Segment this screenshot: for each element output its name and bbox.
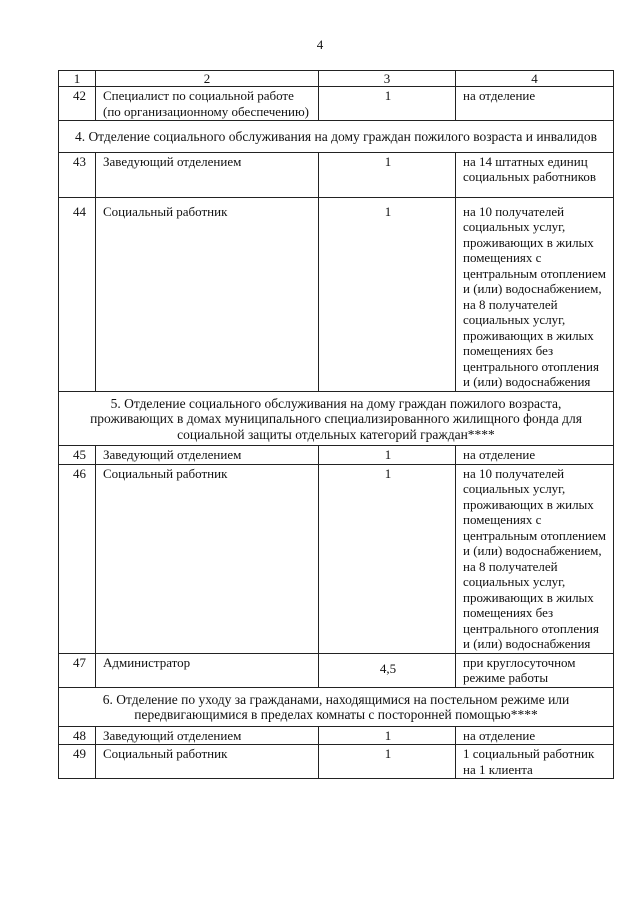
staff-count: 1 [319, 446, 456, 465]
row-number: 46 [59, 464, 96, 653]
position-name: Заведующий отделением [96, 446, 319, 465]
row-number: 47 [59, 653, 96, 687]
table-row [59, 745, 614, 779]
header-cell-2: 2 [96, 71, 319, 87]
position-name: Специалист по социальной работе (по организационному обеспечению) [96, 87, 319, 121]
staff-count: 1 [319, 745, 456, 779]
header-cell-1: 1 [59, 71, 96, 87]
staffing-norm: на отделение [456, 446, 614, 465]
row-number: 43 [59, 152, 96, 197]
table-row [59, 446, 614, 465]
row-number: 49 [59, 745, 96, 779]
staffing-norm: 1 социальный работник на 1 клиента [456, 745, 614, 779]
section-title: 6. Отделение по уходу за гражданами, находящимися на постельном режиме или передвигающимися в пределах комнаты с посторонней помощью**** [59, 687, 614, 726]
table-row [59, 726, 614, 745]
position-name: Социальный работник [96, 197, 319, 391]
table-row [59, 152, 614, 197]
table-row [59, 653, 614, 687]
staffing-table [58, 70, 614, 779]
page-number: 4 [316, 37, 324, 52]
staff-count: 1 [319, 464, 456, 653]
staff-count [319, 653, 456, 687]
header-cell-3: 3 [319, 71, 456, 87]
row-number: 44 [59, 197, 96, 391]
position-name: Заведующий отделением [96, 726, 319, 745]
section-row [59, 121, 614, 153]
staffing-norm: на 14 штатных единиц социальных работников [456, 152, 614, 197]
position-name: Социальный работник [96, 745, 319, 779]
section-title: 4. Отделение социального обслуживания на дому граждан пожилого возраста и инвалидов [59, 121, 614, 153]
row-number: 42 [59, 87, 96, 121]
position-name: Администратор [96, 653, 319, 687]
table-row [59, 197, 614, 391]
staffing-norm: на 10 получателей социальных услуг, проживающих в жилых помещениях с центральным отоплением и (или) водоснабжением, на 8 получателей социальных услуг, проживающих в жилых помещениях без центрального отопления и (или) водоснабжения [456, 197, 614, 391]
position-name: Заведующий отделением [96, 152, 319, 197]
table-row [59, 87, 614, 121]
section-row [59, 391, 614, 446]
staff-count: 1 [319, 726, 456, 745]
row-number: 48 [59, 726, 96, 745]
table-header-row [59, 71, 614, 87]
row-number: 45 [59, 446, 96, 465]
header-cell-4: 4 [456, 71, 614, 87]
position-name: Социальный работник [96, 464, 319, 653]
staff-count: 1 [319, 152, 456, 197]
staffing-norm: на 10 получателей социальных услуг, проживающих в жилых помещениях с центральным отоплением и (или) водоснабжением, на 8 получателей социальных услуг, проживающих в жилых помещениях без центрального отопления и (или) водоснабжения [456, 464, 614, 653]
staffing-norm: на отделение [456, 726, 614, 745]
staff-count: 1 [319, 87, 456, 121]
staffing-norm: при круглосуточном режиме работы [456, 653, 614, 687]
section-row [59, 687, 614, 726]
section-title: 5. Отделение социального обслуживания на дому граждан пожилого возраста, проживающих в домах муниципального специализированного жилищного фонда для социальной защиты отдельных категорий граждан**** [59, 391, 614, 446]
staff-count: 1 [319, 197, 456, 391]
table-row [59, 464, 614, 653]
staffing-norm: на отделение [456, 87, 614, 121]
staff-count-value: 4,5 [379, 660, 397, 676]
